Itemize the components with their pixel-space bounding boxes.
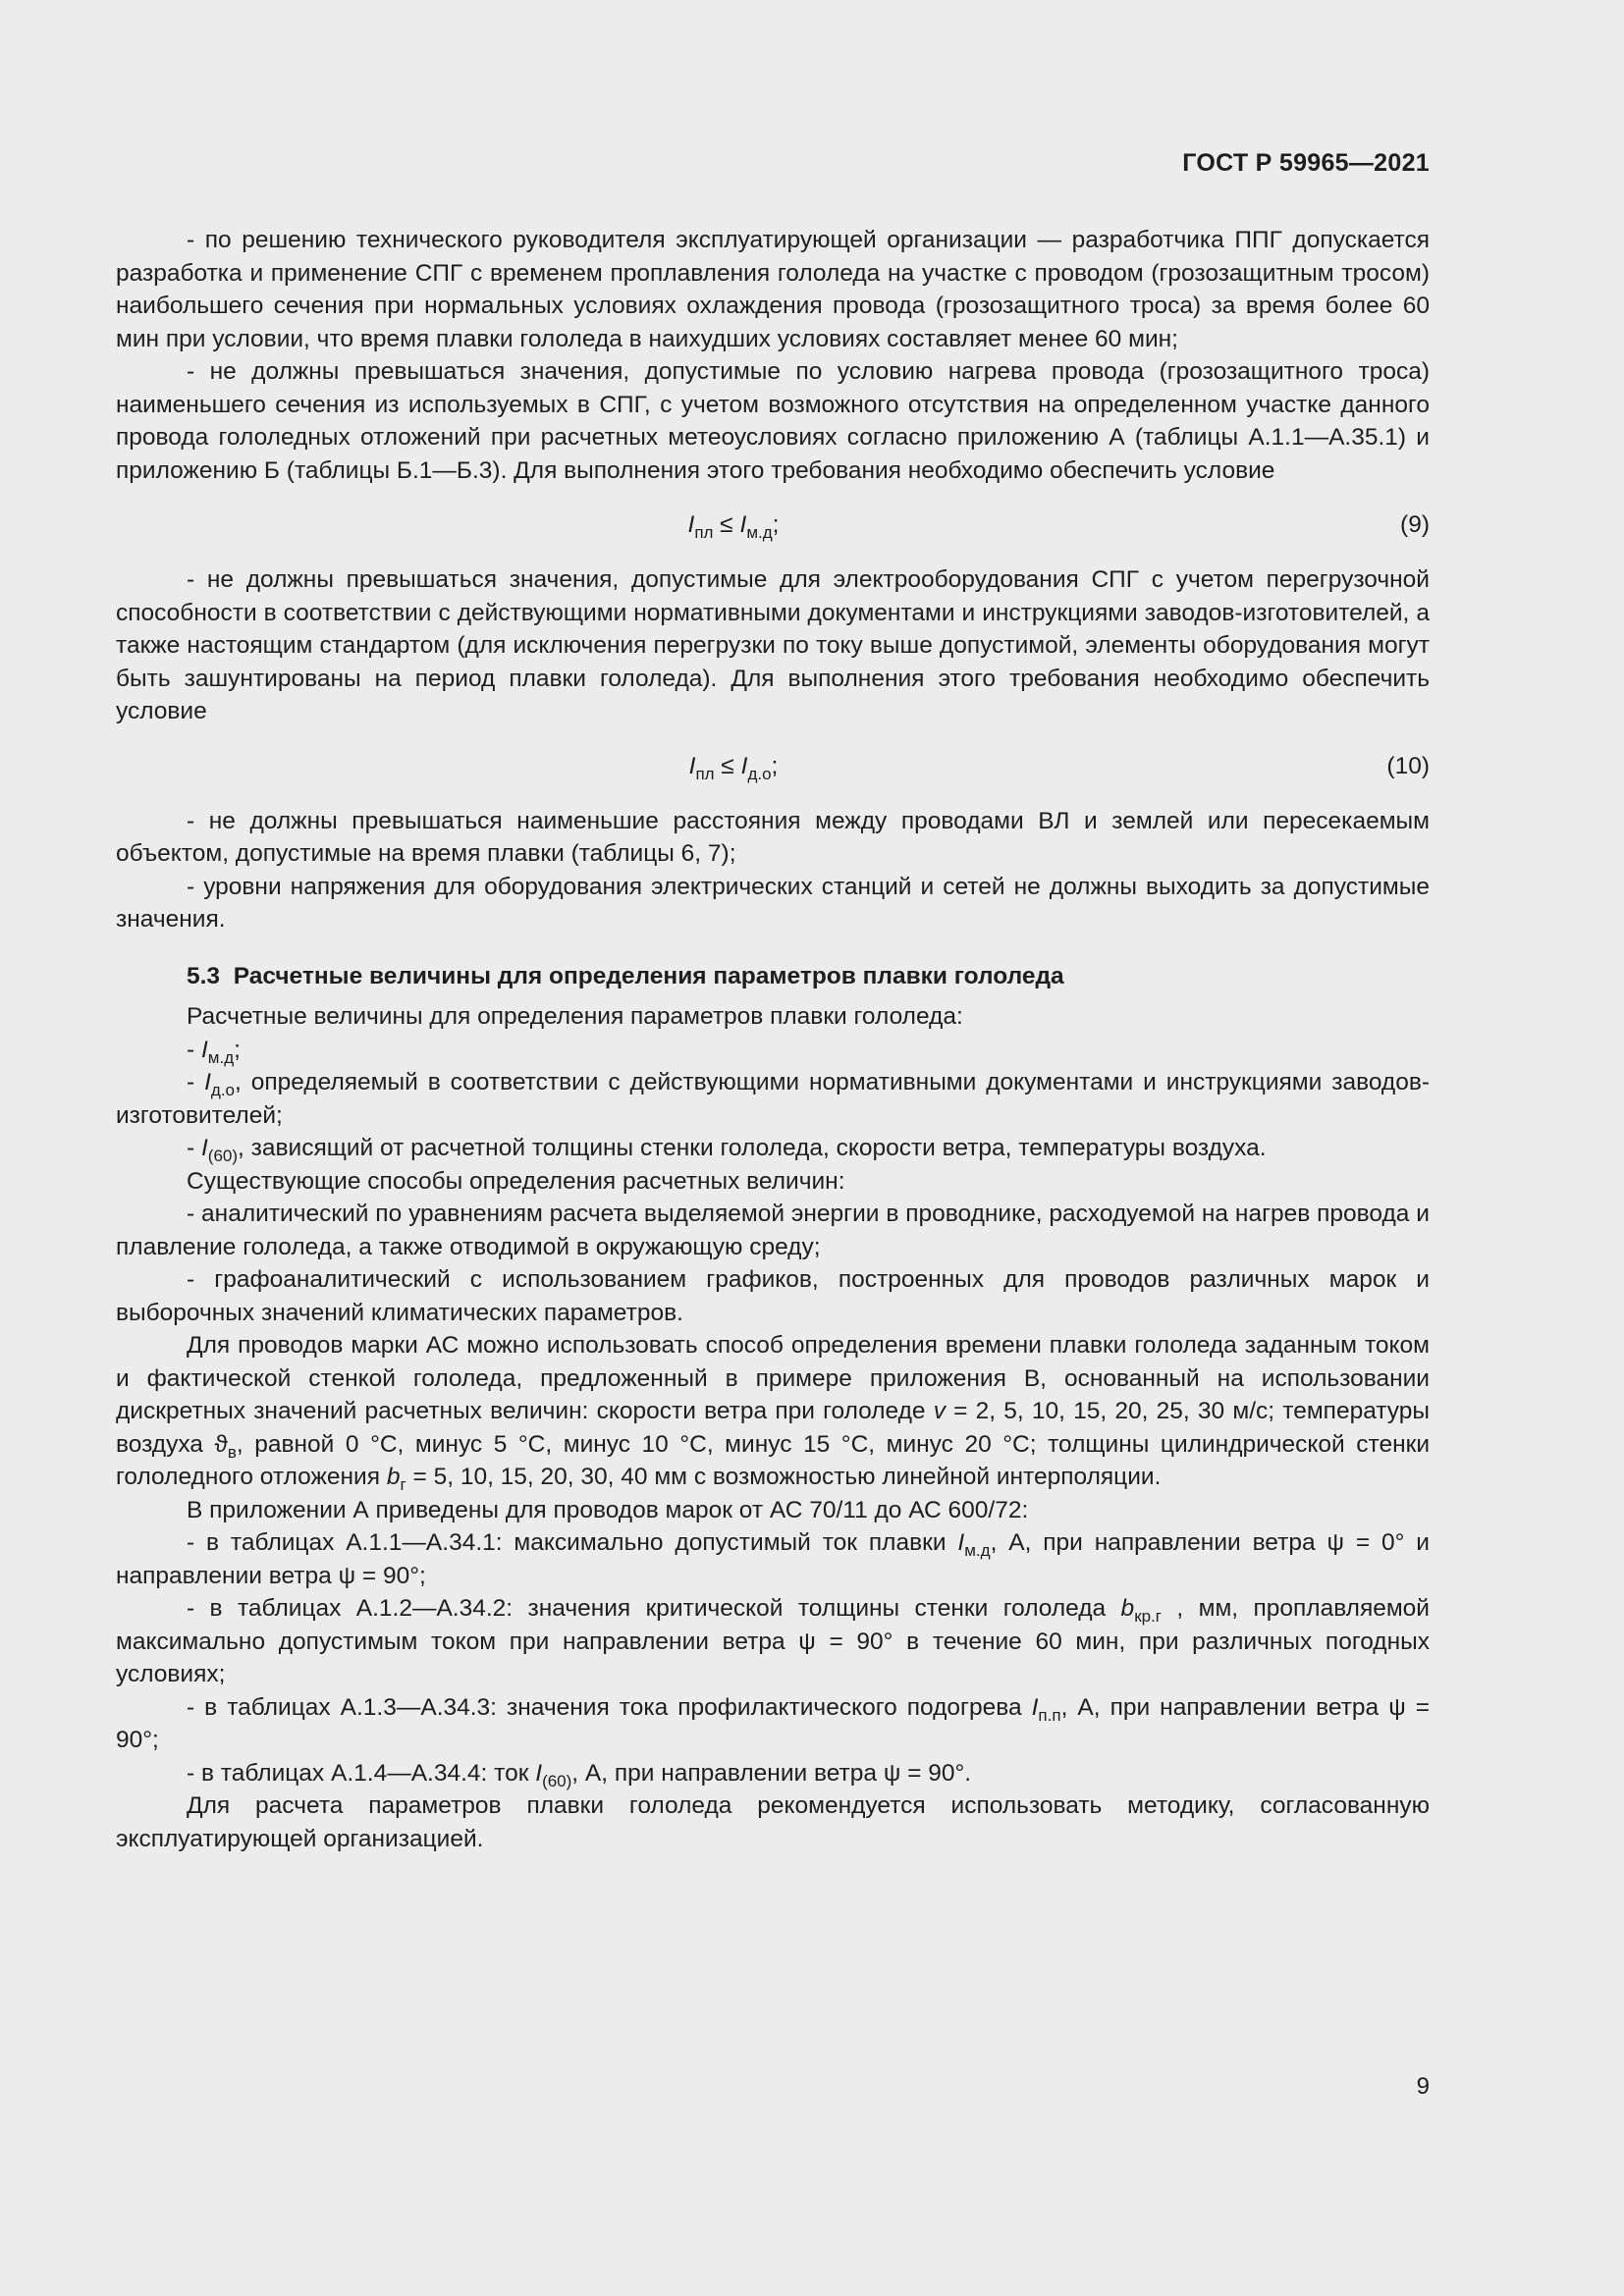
- list-item: - $I_{д.о}$, определяемый в соответствии с действующими нормативными документами и инструкциями заводов-изготовителей;: [116, 1069, 1430, 1129]
- paragraph: Для проводов марки АС можно использовать способ определения времени плавки гололеда заданным током и фактической стенкой гололеда, предложенный в примере приложения В, основанный на использовании дискретных значений расчетных величин: скорости ветра при гололеде v = 2, 5, 10, 15, 20, 25, 30 м/с; температуры воздуха $ϑ_в$, равной 0 °С, минус 5 °С, минус 10 °С, минус 15 °С, минус 20 °С; толщины цилиндрической стенки гололедного отложения $b_г = 5$, 10, 15, 20, 30, 40 мм с возможностью линейной интерполяции.: [116, 1332, 1430, 1494]
- paragraph: - не должны превышаться наименьшие расстояния между проводами ВЛ и землей или пересекаемым объектом, допустимые на время плавки (таблицы 6, 7);: [116, 807, 1430, 867]
- list-item: - графоаналитический с использованием графиков, построенных для проводов различных марок и выборочных значений климатических параметров.: [116, 1266, 1430, 1326]
- paragraph: - не должны превышаться значения, допустимые по условию нагрева провода (грозозащитного троса) наименьшего сечения из используемых в СПГ, с учетом возможного отсутствия на определенном участке данного провода гололедных отложений при расчетных метеоусловиях согласно приложению А (таблицы А.1.1—А.35.1) и приложению Б (таблицы Б.1—Б.3). Для выполнения этого требования необходимо обеспечить условие: [116, 358, 1430, 484]
- equation-number: (9): [1400, 511, 1430, 538]
- paragraph: - по решению технического руководителя эксплуатирующей организации — разработчика ППГ допускается разработка и применение СПГ с временем проплавления гололеда на участке с проводом (грозозащитным тросом) наибольшего сечения при нормальных условиях охлаждения провода (грозозащитного троса) за время более 60 мин при условии, что время плавки гололеда в наихудших условиях составляет менее 60 мин;: [116, 227, 1430, 352]
- list-item: - $I_{м.д}$;: [187, 1036, 241, 1067]
- section-heading: 5.3 Расчетные величины для определения параметров плавки гололеда: [187, 962, 1064, 989]
- paragraph: В приложении А приведены для проводов марок от АС 70/11 до АС 600/72:: [187, 1496, 1029, 1523]
- paragraph: - уровни напряжения для оборудования электрических станций и сетей не должны выходить за допустимые значения.: [116, 873, 1430, 933]
- page-body: [116, 224, 1430, 1855]
- list-item: - $I_{(60)}$, зависящий от расчетной толщины стенки гололеда, скорости ветра, температуры воздуха.: [187, 1135, 1267, 1165]
- list-item: - аналитический по уравнениям расчета выделяемой энергии в проводнике, расходуемой на нагрев провода и плавление гололеда, а также отводимой в окружающую среду;: [116, 1201, 1430, 1260]
- paragraph: Расчетные величины для определения параметров плавки гололеда:: [187, 1003, 963, 1030]
- equation-formula: $I_{пл} \le I_{м.д}$;: [687, 511, 780, 542]
- paragraph: Существующие способы определения расчетных величин:: [187, 1167, 845, 1195]
- list-item: - в таблицах А.1.3—А.34.3: значения тока профилактического подогрева $I_{п.п}$, А, при направлении ветра ψ = 90°;: [116, 1693, 1431, 1753]
- equation-formula: $I_{пл} \le I_{д.о}$;: [688, 752, 779, 783]
- list-item: - в таблицах А.1.4—А.34.4: ток $I_{(60)}$, А, при направлении ветра ψ = 90°.: [187, 1759, 972, 1790]
- paragraph: - не должны превышаться значения, допустимые для электрооборудования СПГ с учетом перегрузочной способности в соответствии с действующими нормативными документами и инструкциями заводов-изготовителей, а также настоящим стандартом (для исключения перегрузки по току выше допустимой, элементы оборудования могут быть зашунтированы на период плавки гололеда). Для выполнения этого требования необходимо обеспечить условие: [116, 566, 1430, 724]
- equation-10: [116, 742, 1430, 793]
- equation-number: (10): [1386, 752, 1430, 779]
- page-number: 9: [1416, 2073, 1430, 2100]
- paragraph: Для расчета параметров плавки гололеда рекомендуется использовать методику, согласованную эксплуатирующей организацией.: [116, 1792, 1430, 1852]
- document-id-header: ГОСТ Р 59965—2021: [1182, 149, 1430, 177]
- list-item: - в таблицах А.1.1—А.34.1: максимально допустимый ток плавки $I_{м.д}$, А, при направлении ветра ψ = 0° и направлении ветра ψ = 90°;: [116, 1529, 1430, 1589]
- equation-9: [116, 501, 1430, 552]
- list-item: - в таблицах А.1.2—А.34.2: значения критической толщины стенки гололеда $b_{кр.г}$ , мм, проплавляемой максимально допустимым током при направлении ветра ψ = 90° в течение 60 мин, при различных погодных условиях;: [116, 1595, 1430, 1687]
